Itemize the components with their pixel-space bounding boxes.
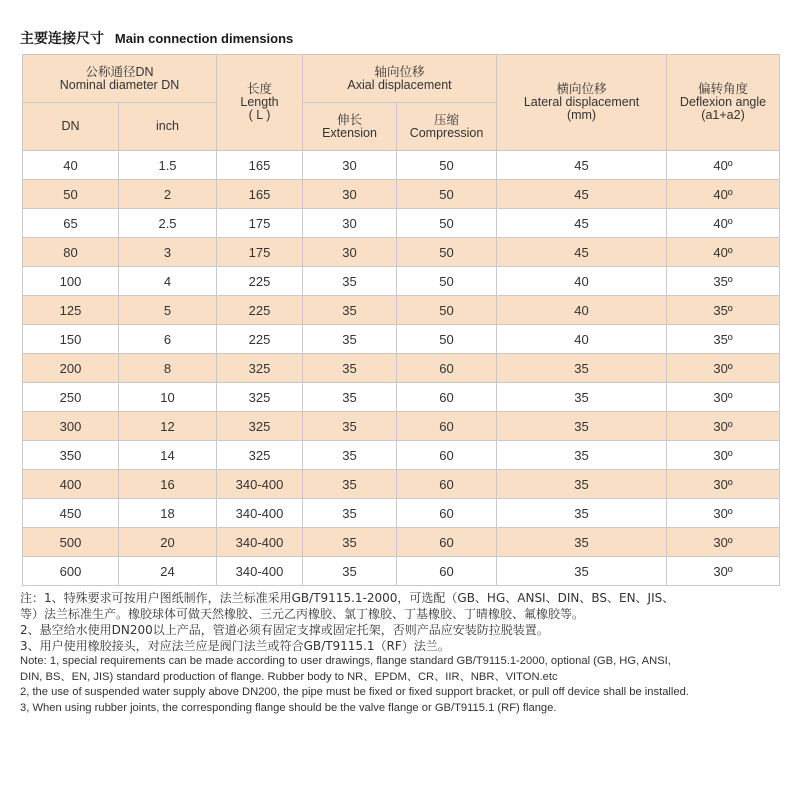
cell-dn: 40 [23,151,119,180]
cell-lateral: 45 [497,238,667,267]
header-axial-en: Axial displacement [347,77,452,92]
table-row [23,151,780,180]
header-row-top [23,55,780,103]
cell-deflexion: 30º [667,499,780,528]
cell-inch: 4 [119,267,217,296]
table-row [23,296,780,325]
header-compression-en: Compression [409,125,484,140]
cell-lateral: 35 [497,470,667,499]
cell-inch: 2.5 [119,209,217,238]
table-row [23,470,780,499]
cell-length: 175 [217,209,303,238]
cell-length: 165 [217,151,303,180]
cell-dn: 150 [23,325,119,354]
note-en-line-1: Note: 1, special requirements can be made according to user drawings, flange standard GB/T9115.1-2000, optional (GB, HG, ANSI, [20,655,671,667]
header-dn: DN [23,103,119,151]
header-lateral-zh: 横向位移 [556,82,607,96]
title-en: Main connection dimensions [114,31,294,46]
table-row [23,441,780,470]
cell-inch: 5 [119,296,217,325]
header-length-unit: ( L ) [248,108,271,122]
cell-deflexion: 40º [667,151,780,180]
header-deflexion-zh: 偏转角度 [698,82,749,96]
cell-compression: 50 [397,238,497,267]
cell-inch: 10 [119,383,217,412]
cell-inch: 1.5 [119,151,217,180]
cell-deflexion: 30º [667,441,780,470]
cell-dn: 250 [23,383,119,412]
cell-compression: 60 [397,499,497,528]
cell-deflexion: 35º [667,325,780,354]
header-length-en: Length [240,95,279,109]
note-en-line-4: 3, When using rubber joints, the corresponding flange should be the valve flange or GB/T9115.1 (RF) flange. [20,701,557,714]
cell-extension: 35 [303,325,397,354]
cell-compression: 50 [397,151,497,180]
cell-deflexion: 30º [667,383,780,412]
cell-compression: 60 [397,412,497,441]
cell-lateral: 35 [497,557,667,586]
cell-extension: 35 [303,528,397,557]
cell-extension: 30 [303,209,397,238]
table-row [23,412,780,441]
header-lateral-unit: (mm) [566,108,597,122]
cell-lateral: 35 [497,412,667,441]
cell-extension: 35 [303,470,397,499]
cell-compression: 60 [397,383,497,412]
section-title [20,28,293,48]
cell-deflexion: 40º [667,180,780,209]
note-en-line-3: 2, the use of suspended water supply above DN200, the pipe must be fixed or fixed support bracket, or pull off device shall be installed. [20,686,689,698]
cell-length: 325 [217,383,303,412]
cell-lateral: 35 [497,354,667,383]
header-extension-zh: 伸长 [337,112,363,127]
cell-extension: 35 [303,557,397,586]
notes-section [20,590,785,716]
cell-lateral: 35 [497,441,667,470]
cell-extension: 35 [303,296,397,325]
header-deflexion-unit: (a1+a2) [701,108,745,122]
cell-lateral: 45 [497,180,667,209]
cell-compression: 60 [397,441,497,470]
cell-length: 340-400 [217,470,303,499]
header-lateral-en: Lateral displacement [523,95,640,109]
cell-dn: 450 [23,499,119,528]
cell-deflexion: 40º [667,238,780,267]
table-body [23,151,780,586]
connection-dimensions-table [22,54,780,586]
cell-inch: 2 [119,180,217,209]
header-nominal-diameter [23,55,217,103]
table-row [23,499,780,528]
cell-extension: 35 [303,267,397,296]
cell-lateral: 40 [497,267,667,296]
cell-deflexion: 35º [667,267,780,296]
cell-length: 225 [217,325,303,354]
header-deflexion-angle [667,55,780,151]
cell-extension: 35 [303,354,397,383]
cell-length: 340-400 [217,528,303,557]
cell-length: 165 [217,180,303,209]
header-inch: inch [119,103,217,151]
cell-lateral: 40 [497,325,667,354]
cell-lateral: 45 [497,209,667,238]
header-axial-zh: 轴向位移 [374,64,425,79]
cell-extension: 35 [303,441,397,470]
cell-dn: 80 [23,238,119,267]
table-row [23,209,780,238]
cell-dn: 100 [23,267,119,296]
cell-length: 340-400 [217,557,303,586]
cell-inch: 14 [119,441,217,470]
cell-length: 175 [217,238,303,267]
cell-length: 325 [217,412,303,441]
cell-compression: 50 [397,209,497,238]
cell-dn: 400 [23,470,119,499]
header-extension [303,103,397,151]
cell-compression: 50 [397,325,497,354]
cell-dn: 200 [23,354,119,383]
cell-lateral: 35 [497,383,667,412]
note-en-line-2: DIN, BS、EN, JIS) standard production of flange. Rubber body to NR、EPDM、CR、IIR、NBR、VITON.etc [20,670,558,683]
cell-compression: 60 [397,557,497,586]
header-axial-displacement [303,55,497,103]
table-row [23,238,780,267]
cell-inch: 6 [119,325,217,354]
cell-compression: 50 [397,180,497,209]
cell-extension: 30 [303,180,397,209]
cell-extension: 35 [303,383,397,412]
cell-lateral: 35 [497,499,667,528]
cell-dn: 600 [23,557,119,586]
cell-lateral: 45 [497,151,667,180]
cell-dn: 125 [23,296,119,325]
cell-length: 225 [217,267,303,296]
table-row [23,180,780,209]
cell-deflexion: 30º [667,528,780,557]
cell-dn: 50 [23,180,119,209]
cell-inch: 20 [119,528,217,557]
table-row [23,267,780,296]
cell-inch: 18 [119,499,217,528]
cell-lateral: 35 [497,528,667,557]
cell-deflexion: 30º [667,557,780,586]
cell-dn: 65 [23,209,119,238]
cell-deflexion: 30º [667,470,780,499]
cell-extension: 30 [303,151,397,180]
cell-deflexion: 35º [667,296,780,325]
cell-dn: 500 [23,528,119,557]
table-row [23,325,780,354]
cell-lateral: 40 [497,296,667,325]
cell-inch: 16 [119,470,217,499]
header-extension-en: Extension [322,125,377,140]
cell-dn: 300 [23,412,119,441]
cell-inch: 3 [119,238,217,267]
cell-extension: 30 [303,238,397,267]
cell-length: 325 [217,441,303,470]
header-deflexion-en: Deflexion angle [679,95,767,109]
header-nominal-en: Nominal diameter DN [59,77,180,92]
header-lateral-displacement [497,55,667,151]
cell-extension: 35 [303,499,397,528]
table-row [23,383,780,412]
cell-deflexion: 30º [667,412,780,441]
note-zh-line-1: 注：1、特殊要求可按用户图纸制作，法兰标准采用GB/T9115.1-2000，可选配（GB、HG、ANSI、DIN、BS、EN、JIS、 [20,591,675,605]
note-zh-line-4: 3、用户使用橡胶接头，对应法兰应是阀门法兰或符合GB/T9115.1（RF）法兰。 [20,639,450,653]
cell-length: 325 [217,354,303,383]
cell-compression: 60 [397,528,497,557]
table-row [23,557,780,586]
cell-compression: 50 [397,296,497,325]
cell-deflexion: 40º [667,209,780,238]
cell-length: 225 [217,296,303,325]
cell-inch: 12 [119,412,217,441]
cell-compression: 50 [397,267,497,296]
header-compression-zh: 压缩 [434,112,460,127]
cell-compression: 60 [397,354,497,383]
cell-extension: 35 [303,412,397,441]
title-zh: 主要连接尺寸 [20,31,104,47]
cell-compression: 60 [397,470,497,499]
header-compression [397,103,497,151]
table-row [23,354,780,383]
cell-dn: 350 [23,441,119,470]
table-row [23,528,780,557]
cell-length: 340-400 [217,499,303,528]
header-nominal-zh: 公称通径DN [85,64,154,79]
note-zh-line-2: 等）法兰标准生产。橡胶球体可做天然橡胶、三元乙丙橡胶、氯丁橡胶、丁基橡胶、丁晴橡胶、氟橡胶等。 [20,607,585,621]
note-zh-line-3: 2、悬空给水使用DN200以上产品，管道必须有固定支撑或固定托架，否则产品应安装防拉脱装置。 [20,623,549,637]
cell-inch: 24 [119,557,217,586]
header-length [217,55,303,151]
cell-inch: 8 [119,354,217,383]
cell-deflexion: 30º [667,354,780,383]
header-length-zh: 长度 [247,82,273,96]
